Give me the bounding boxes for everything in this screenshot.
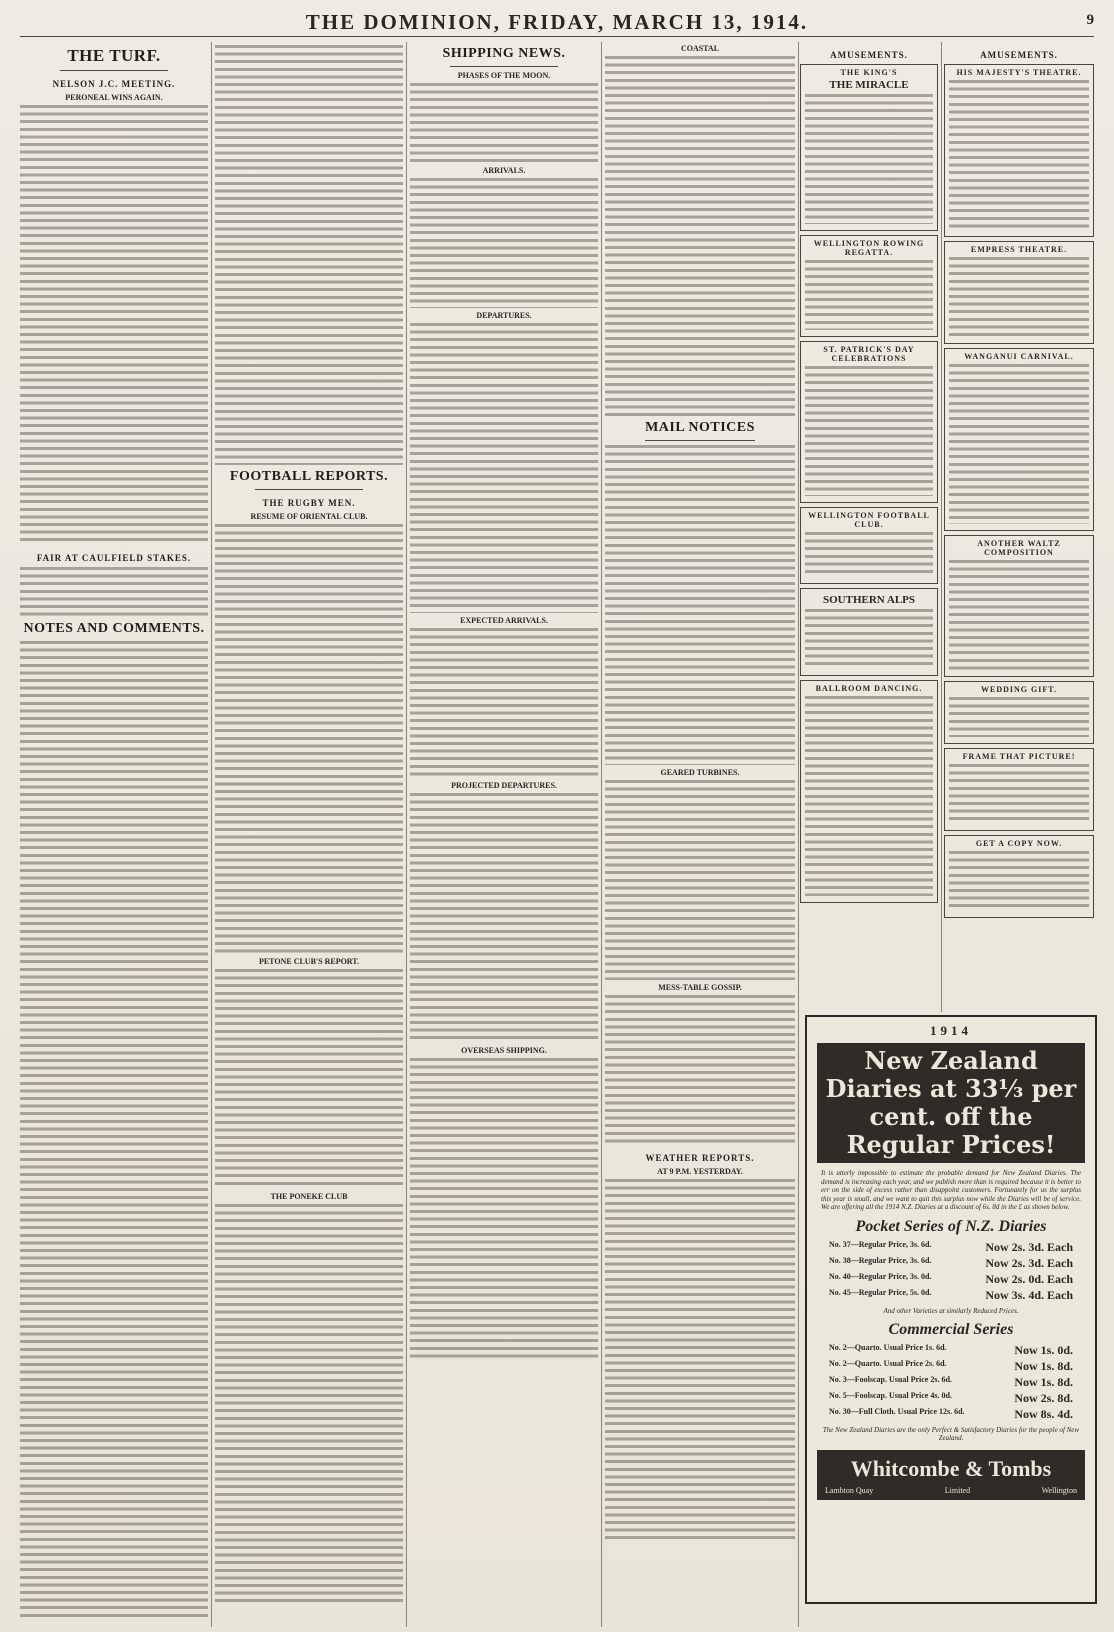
column-rule <box>601 42 602 1627</box>
section-heading: AMUSEMENTS. <box>980 50 1058 60</box>
column-football <box>215 42 403 1627</box>
ad-body <box>949 80 1089 230</box>
ad-title: EMPRESS THEATRE. <box>970 245 1068 254</box>
ad-body <box>949 364 1089 524</box>
ad-title: GET A COPY NOW. <box>975 839 1063 848</box>
article-heading: FAIR AT CAULFIELD STAKES. <box>36 553 192 563</box>
article-body <box>215 45 403 465</box>
diaries-year: 1914 <box>930 1023 972 1038</box>
ad-carnival <box>944 348 1094 531</box>
price-label: No. 5—Foolscap. Usual Price 4s. 0d. <box>829 1390 952 1400</box>
price-row <box>829 1272 1073 1287</box>
section-heading: MAIL NOTICES <box>645 420 755 435</box>
article-subheading: OVERSEAS SHIPPING. <box>461 1046 547 1055</box>
column-rule <box>798 42 799 1627</box>
ad-title: WEDDING GIFT. <box>981 685 1057 694</box>
ad-empress <box>944 241 1094 344</box>
article-body <box>605 995 795 1145</box>
firm-footer <box>817 1484 1085 1500</box>
diaries-advertisement <box>805 1015 1097 1604</box>
ad-frame <box>944 748 1094 831</box>
article-subheading: COASTAL <box>680 44 720 53</box>
ad-title: WANGANUI CARNIVAL. <box>964 352 1074 361</box>
price-now: Now 2s. 3d. Each <box>985 1255 1073 1270</box>
price-label: No. 2—Quarto. Usual Price 2s. 6d. <box>829 1358 947 1368</box>
section-heading: THE TURF. <box>67 46 161 65</box>
ad-title: WELLINGTON FOOTBALL CLUB. <box>808 511 930 529</box>
article-body <box>410 323 598 613</box>
article-subheading: RESUME OF ORIENTAL CLUB. <box>250 512 368 521</box>
article-body <box>410 83 598 163</box>
ad-title: HIS MAJESTY'S THEATRE. <box>956 68 1082 77</box>
ad-st-patrick <box>800 341 938 503</box>
commercial-series-title: Commercial Series <box>888 1320 1014 1338</box>
price-label: No. 45—Regular Price, 5s. 0d. <box>829 1287 932 1297</box>
article-body <box>605 445 795 765</box>
article-body <box>605 1179 795 1539</box>
article-subheading: DEPARTURES. <box>476 311 532 320</box>
ad-title: THE KING'S <box>840 68 898 77</box>
price-label: No. 38—Regular Price, 3s. 6d. <box>829 1255 932 1265</box>
article-subheading: PETONE CLUB'S REPORT. <box>258 957 360 966</box>
ad-body <box>805 260 933 330</box>
price-row <box>829 1343 1073 1358</box>
masthead-title: THE DOMINION, FRIDAY, MARCH 13, 1914. <box>305 10 809 34</box>
pocket-price-list <box>807 1240 1095 1303</box>
price-row <box>829 1240 1073 1255</box>
article-subheading: MESS-TABLE GOSSIP. <box>658 983 742 992</box>
firm-address: Lambton Quay <box>825 1485 874 1495</box>
price-row <box>829 1391 1073 1406</box>
column-mail <box>605 42 795 1627</box>
ad-title: FRAME THAT PICTURE! <box>962 752 1076 761</box>
section-heading: WEATHER REPORTS. <box>645 1153 755 1163</box>
article-subheading: EXPECTED ARRIVALS. <box>460 616 548 625</box>
column-shipping <box>410 42 598 1627</box>
ad-title: WELLINGTON ROWING REGATTA. <box>813 239 925 257</box>
ad-majesty <box>944 64 1094 237</box>
page-number: 9 <box>1086 12 1094 28</box>
ad-body <box>805 696 933 896</box>
article-body <box>410 178 598 308</box>
price-label: No. 3—Foolscap. Usual Price 2s. 6d. <box>829 1374 952 1384</box>
article-body <box>215 524 403 954</box>
ad-body <box>949 851 1089 911</box>
section-heading: FOOTBALL REPORTS. <box>229 469 389 484</box>
price-now: Now 8s. 4d. <box>1014 1406 1073 1421</box>
ad-waltz <box>944 535 1094 677</box>
column-amusements-2 <box>944 42 1094 1007</box>
column-rule <box>941 42 942 1012</box>
article-subheading: PHASES OF THE MOON. <box>457 71 551 80</box>
price-now: Now 1s. 8d. <box>1014 1358 1073 1373</box>
article-subheading: THE PONEKE CLUB <box>270 1192 348 1201</box>
article-body <box>20 641 208 1621</box>
ad-body <box>949 697 1089 737</box>
firm-city: Wellington <box>1041 1485 1077 1495</box>
divider <box>450 66 558 67</box>
price-label: No. 37—Regular Price, 3s. 6d. <box>829 1239 932 1249</box>
column-rule <box>211 42 212 1627</box>
section-heading: NOTES AND COMMENTS. <box>23 621 205 636</box>
pocket-series-title: Pocket Series of N.Z. Diaries <box>855 1217 1047 1235</box>
ad-wedding <box>944 681 1094 744</box>
article-body <box>20 105 208 545</box>
article-body <box>215 969 403 1189</box>
article-subheading: GEARED TURBINES. <box>660 768 740 777</box>
article-body <box>605 780 795 980</box>
article-body <box>20 567 208 617</box>
ad-body <box>805 532 933 577</box>
ad-title: BALLROOM DANCING. <box>815 684 923 693</box>
ad-football-club <box>800 507 938 584</box>
article-body <box>215 1204 403 1604</box>
ad-rowing <box>800 235 938 337</box>
article-body <box>410 793 598 1043</box>
ad-kings <box>800 64 938 231</box>
ad-title: ST. PATRICK'S DAY CELEBRATIONS <box>823 345 915 363</box>
masthead <box>20 4 1094 37</box>
price-now: Now 2s. 3d. Each <box>985 1239 1073 1254</box>
ad-body <box>805 609 933 669</box>
firm-limited: Limited <box>944 1485 971 1495</box>
divider <box>645 440 755 441</box>
price-row <box>829 1407 1073 1422</box>
price-now: Now 1s. 8d. <box>1014 1374 1073 1389</box>
article-body <box>410 1058 598 1358</box>
diaries-body: It is utterly impossible to estimate the probable demand for New Zealand Diaries. The demand is increasing each year, and we publish more than is required because it is better to err on the side of excess rather than disappoint customers. Fortunately for us the surplus this year is small, and we want to quit this surplus now while the Diaries will be of service. We are offering all the 1914 N.Z. Diaries at a discount of 6s. 8d in the £ as shown below. <box>821 1169 1081 1212</box>
price-now: Now 2s. 0d. Each <box>985 1271 1073 1286</box>
price-now: Now 2s. 8d. <box>1014 1390 1073 1405</box>
ad-body <box>805 94 933 224</box>
column-rule <box>406 42 407 1627</box>
ad-body <box>949 764 1089 824</box>
commercial-price-list <box>807 1343 1095 1422</box>
price-row <box>829 1288 1073 1303</box>
column-turf <box>20 42 208 1627</box>
article-subheading: AT 9 P.M. YESTERDAY. <box>657 1167 743 1176</box>
divider <box>60 70 168 71</box>
price-row <box>829 1375 1073 1390</box>
price-label: No. 40—Regular Price, 3s. 0d. <box>829 1271 932 1281</box>
column-amusements <box>800 42 938 1007</box>
commercial-note: The New Zealand Diaries are the only Perfect & Satisfactory Diaries for the people of New Zealand. <box>822 1425 1080 1442</box>
ad-ballroom <box>800 680 938 903</box>
article-heading: NELSON J.C. MEETING. <box>52 79 176 89</box>
ad-body <box>805 366 933 496</box>
ad-body <box>949 560 1089 670</box>
article-body <box>410 628 598 778</box>
price-now: Now 1s. 0d. <box>1014 1342 1073 1357</box>
ad-title: SOUTHERN ALPS <box>823 594 915 606</box>
article-heading: THE RUGBY MEN. <box>262 498 356 508</box>
pocket-note: And other Varieties at similarly Reduced Prices. <box>883 1306 1019 1315</box>
price-row <box>829 1359 1073 1374</box>
ad-body <box>949 257 1089 337</box>
section-heading: AMUSEMENTS. <box>830 50 908 60</box>
price-now: Now 3s. 4d. Each <box>985 1287 1073 1302</box>
price-label: No. 2—Quarto. Usual Price 1s. 6d. <box>829 1342 947 1352</box>
diaries-headline: New Zealand Diaries at 33⅓ per cent. off the Regular Prices! <box>817 1043 1085 1163</box>
ad-southern-alps <box>800 588 938 676</box>
price-row <box>829 1256 1073 1271</box>
section-heading: SHIPPING NEWS. <box>442 46 566 61</box>
ad-subtitle: THE MIRACLE <box>829 79 909 91</box>
ad-title: ANOTHER WALTZ COMPOSITION <box>977 539 1061 557</box>
divider <box>255 489 363 490</box>
article-subheading: PERONEAL WINS AGAIN. <box>65 93 163 102</box>
ad-copy <box>944 835 1094 918</box>
article-body <box>605 56 795 416</box>
price-label: No. 30—Full Cloth. Usual Price 12s. 6d. <box>829 1406 965 1416</box>
article-subheading: PROJECTED DEPARTURES. <box>451 781 557 790</box>
firm-name: Whitcombe & Tombs <box>817 1450 1085 1484</box>
article-subheading: ARRIVALS. <box>482 166 526 175</box>
